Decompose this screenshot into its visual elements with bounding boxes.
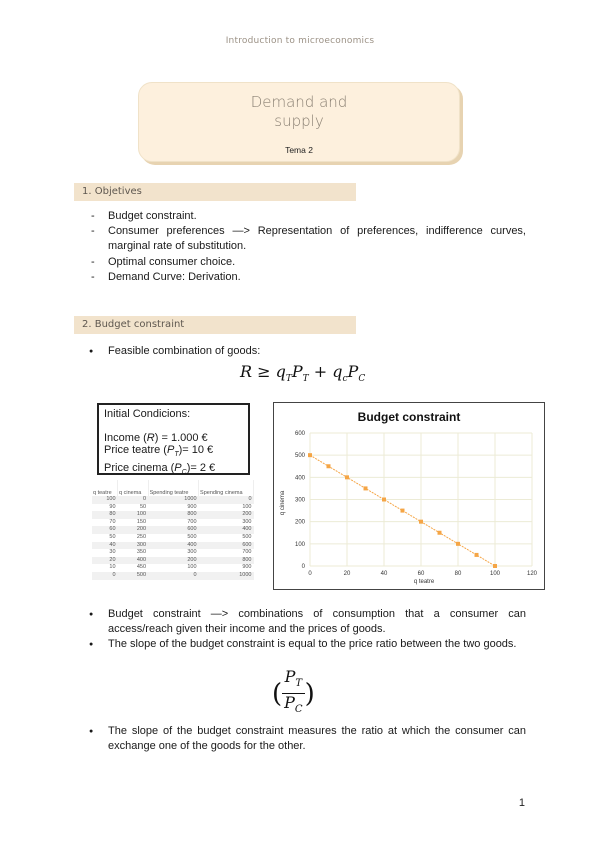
budget-formula: $R \ge q_TP_T + q_cP_C$ <box>240 362 366 385</box>
conditions-title: Initial Condicions: <box>104 408 191 420</box>
objectives-list <box>88 209 526 285</box>
table-cell: 100 <box>187 564 197 571</box>
svg-text:400: 400 <box>294 475 305 482</box>
document-subtitle: Tema 2 <box>285 145 313 155</box>
table-row <box>92 542 254 550</box>
budget-intro-list <box>88 344 526 359</box>
svg-text:300: 300 <box>294 497 305 504</box>
table-cell: 400 <box>148 542 198 550</box>
column-header: Spending teatre <box>148 480 198 496</box>
svg-text:80: 80 <box>454 571 462 577</box>
table-row <box>92 564 254 572</box>
list-item: ● Budget constraint —> combinations of consumption that a consumer can access/reach given their income and the prices of goods. <box>88 607 526 637</box>
chart-title: Budget constraint <box>357 410 461 424</box>
list-item: - Budget constraint. <box>88 209 526 224</box>
svg-text:200: 200 <box>294 519 305 526</box>
table-cell: 0 <box>148 572 198 580</box>
table-cell: 600 <box>199 542 254 550</box>
page-number: 1 <box>518 797 525 809</box>
svg-text:120: 120 <box>526 571 538 577</box>
data-point <box>438 531 442 535</box>
table-cell: 700 <box>242 549 252 556</box>
table-cell: 50 <box>109 533 116 540</box>
data-point <box>345 475 349 479</box>
title-line-1: Demand and <box>250 93 348 111</box>
price-ratio-formula: ( $\frac{P_T}{P_C}$ ) <box>272 667 315 716</box>
table-cell: 0 <box>118 496 149 504</box>
table-cell: 900 <box>242 564 252 571</box>
svg-text:40: 40 <box>380 571 388 577</box>
data-point <box>364 486 368 490</box>
data-point <box>493 564 497 568</box>
document-title <box>139 93 459 131</box>
list-item: ● Feasible combination of goods: <box>88 344 526 359</box>
table-cell: 300 <box>242 518 252 525</box>
table-cell: 400 <box>118 557 149 565</box>
table-cell: 600 <box>148 526 198 534</box>
table-cell: 500 <box>118 572 149 580</box>
data-point <box>456 542 460 546</box>
table-row <box>92 519 254 527</box>
table-cell: 900 <box>187 503 197 510</box>
svg-text:20: 20 <box>343 571 351 577</box>
table-cell: 20 <box>92 557 118 565</box>
section-heading-objectives: 1. Objetives <box>74 183 356 201</box>
svg-text:500: 500 <box>294 453 305 460</box>
table-cell: 100 <box>242 503 252 510</box>
x-axis-label: q teatre <box>413 579 435 585</box>
table-row <box>92 557 254 565</box>
table-row <box>92 549 254 557</box>
list-item: - Demand Curve: Derivation. <box>88 270 526 285</box>
list-item: - Optimal consumer choice. <box>88 255 526 270</box>
table-cell: 200 <box>148 557 198 565</box>
table-row <box>92 496 254 504</box>
table-cell: 100 <box>118 511 149 519</box>
chart-svg <box>274 403 544 589</box>
data-point <box>382 498 386 502</box>
table-row <box>92 504 254 512</box>
table-cell: 90 <box>109 503 116 510</box>
table-cell: 150 <box>136 518 147 525</box>
table-row <box>92 526 254 534</box>
svg-text:0: 0 <box>301 564 305 570</box>
table-cell: 30 <box>109 549 116 556</box>
table-cell: 40 <box>92 542 118 550</box>
income-line: Income (R) = 1.000 € <box>104 431 208 444</box>
page-header: Introduction to microeconomics <box>225 36 375 46</box>
svg-text:100: 100 <box>294 541 305 548</box>
table-cell: 450 <box>136 564 147 571</box>
table-cell: 1000 <box>148 496 198 504</box>
title-box <box>138 82 460 162</box>
slope-bullets <box>88 724 526 754</box>
table-cell: 800 <box>148 511 198 519</box>
table-cell: 300 <box>118 542 149 550</box>
table-cell: 0 <box>199 496 254 504</box>
data-point <box>475 553 479 557</box>
table-cell: 80 <box>92 511 118 519</box>
table-cell: 100 <box>92 496 118 504</box>
table-cell: 300 <box>187 549 197 556</box>
table-row <box>92 511 254 519</box>
budget-bullets <box>88 607 526 653</box>
table-cell: 250 <box>136 533 147 540</box>
table-row <box>92 572 254 580</box>
list-item: ● The slope of the budget constraint measures the ratio at which the consumer can exchange one of the goods for the other. <box>88 724 526 754</box>
column-header: q cinema <box>118 480 149 496</box>
table-row <box>92 534 254 542</box>
table-cell: 800 <box>199 557 254 565</box>
table-cell: 50 <box>139 503 147 510</box>
table-cell: 70 <box>109 518 116 525</box>
budget-table <box>92 480 254 580</box>
budget-constraint-chart <box>273 402 545 590</box>
table-cell: 200 <box>199 511 254 519</box>
list-item: - Consumer preferences —> Representation of preferences, indifference curves, marginal rate of substitution. <box>88 224 526 254</box>
svg-text:60: 60 <box>417 571 425 577</box>
table-cell: 200 <box>118 526 149 534</box>
table-cell: 0 <box>92 572 118 580</box>
column-header: Spending cinema <box>199 480 254 496</box>
data-point <box>419 520 423 524</box>
table-cell: 60 <box>92 526 118 534</box>
svg-text:600: 600 <box>294 431 305 437</box>
table-cell: 500 <box>187 533 197 540</box>
table-cell: 400 <box>199 526 254 534</box>
column-header: q teatre <box>92 480 118 496</box>
table-cell: 350 <box>136 549 147 556</box>
data-point <box>327 464 331 468</box>
table-cell: 700 <box>187 518 197 525</box>
table-cell: 1000 <box>199 572 254 580</box>
list-item: ● The slope of the budget constraint is equal to the price ratio between the two goods. <box>88 637 526 652</box>
price-teatre-line: Price teatre $(P_T)= 10$ € <box>104 444 214 459</box>
title-line-2: supply <box>274 112 324 130</box>
y-axis-label: q cinema <box>280 490 286 516</box>
price-cinema-line: Price cinema $(P_C)= 2$ € <box>104 461 216 476</box>
data-point <box>308 453 312 457</box>
table-cell: 500 <box>242 533 252 540</box>
data-point <box>401 509 405 513</box>
section-heading-budget: 2. Budget constraint <box>74 316 356 334</box>
initial-conditions-box <box>97 403 250 475</box>
svg-text:100: 100 <box>489 571 501 577</box>
svg-text:0: 0 <box>308 571 312 577</box>
table-cell: 10 <box>109 564 116 571</box>
